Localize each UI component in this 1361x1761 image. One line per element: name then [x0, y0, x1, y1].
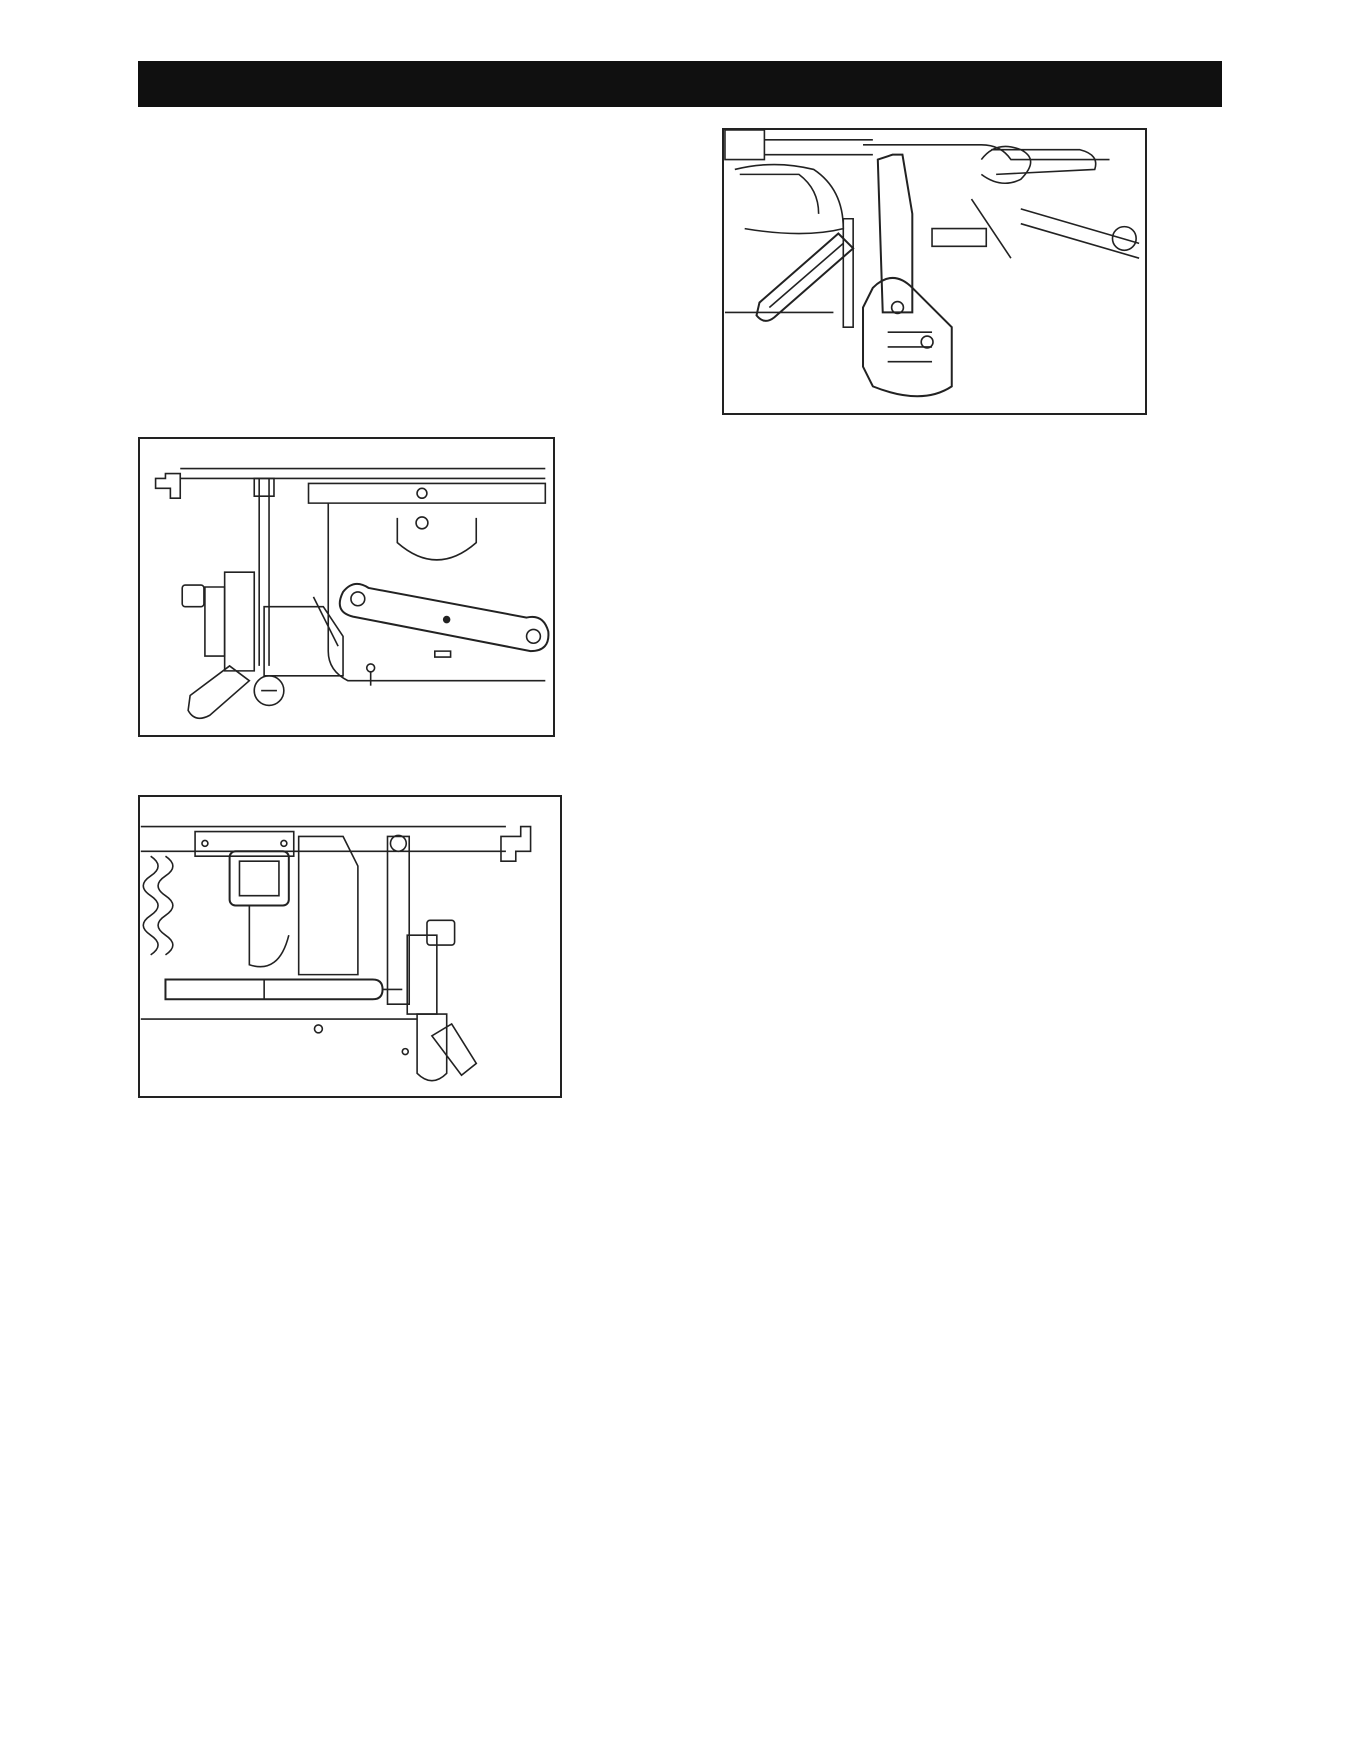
foot-pedal-illustration — [722, 128, 1147, 415]
cord-storage-illustration — [138, 795, 562, 1098]
section-title-banner — [138, 61, 1222, 107]
wrench-illustration — [138, 437, 555, 737]
